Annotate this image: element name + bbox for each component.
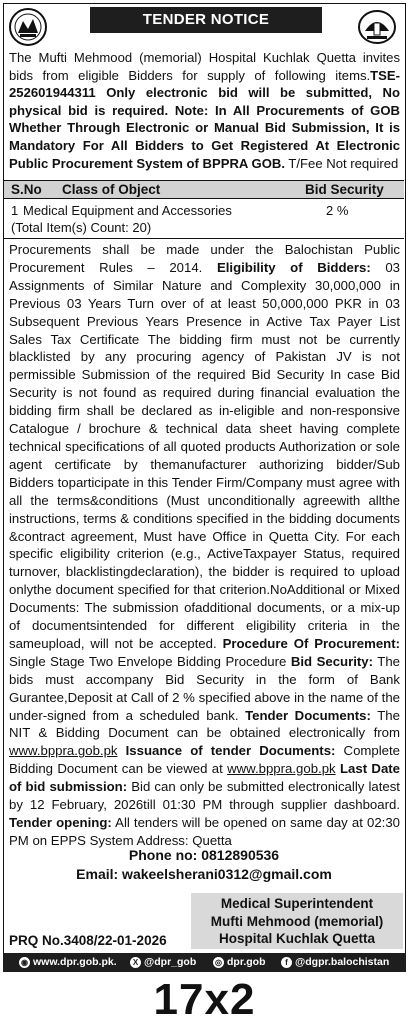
table-divider	[4, 238, 404, 239]
row-item: Medical Equipment and Accessories	[23, 203, 232, 218]
body-text: Single Stage Two Envelope Bidding Procedure	[9, 653, 291, 669]
body-text: The NIT & Bidding Document can be obtained electronically from	[9, 707, 400, 741]
footer-bar	[3, 953, 406, 972]
heading-issuance: Issuance of tender Documents:	[117, 743, 336, 759]
col-bid-security: Bid Security	[305, 182, 384, 197]
col-class: Class of Object	[62, 182, 161, 197]
balochistan-seal-icon	[8, 7, 48, 47]
notice-body	[9, 241, 400, 850]
body-text: 03 Assignments of Similar Nature and Complexity 30,000,000 in Previous 03 Years Turn over of at least 50,000,000 PKR in 03 Subsequent Previous Years Presence in Active Tax Payer List Sales Tax Certificate The bidding firm must not be currently blacklisted by any procuring agency of Pakistan JV is not permissible Submission of the required Bid Security In case Bid Security is not found as required during financial evaluation the bidding firm shall be declared as in-eligible and non-responsive Catalogue / brochure & technical data sheet having complete technical specifications of all quoted products Authorization or sole agent certificate by themanufacturer authorizing bidder/Sub Bidders toparticipate in this Tender Firm/Company must agree with all the terms&conditions (Must unconditionally agreewith allthe instructions, terms & conditions specified in the bidding documents &contract agreement, Must have Office in Quetta City. For each specific eligibility criterion (e.g., ActiveTaxpayer Status, required turnover, blacklistingdeclaration), the bidder is required to upload onlythe document specified for that criterion.NoAdditional or Mixed Documents: The submission ofadditional documents, or a mix-up of documentsintended for different eligibility criteria in the sameupload, will not be accepted.	[9, 259, 400, 651]
email-address: Email: wakeelsherani0312@gmail.com	[76, 866, 332, 882]
heading-procedure: Procedure Of Procurement:	[222, 635, 400, 651]
footer-facebook[interactable]	[281, 953, 389, 972]
signatory-org: Mufti Mehmood (memorial)	[210, 913, 384, 929]
footer-instagram-text: dpr.gob	[227, 956, 266, 968]
heading-eligibility: Eligibility of Bidders:	[216, 259, 371, 275]
intro-bold-text: TSE-252601944311 Only electronic bid will be submitted, No physical bid is required. Note: In All Procurements of GOB Whether Through Electronic or Manual Bid Submission, It is Mandatory For All Bidders to Get Registered At Electronic Public Procurement System of BPPRA GOB.	[9, 67, 400, 171]
bppra-link-2[interactable]: www.bppra.gob.pk	[227, 761, 336, 777]
footer-web[interactable]	[19, 953, 117, 972]
row-security: 2 %	[326, 203, 349, 218]
row-count: (Total Item(s) Count: 20)	[11, 220, 152, 235]
body-text: Complete Bidding Document can be viewed at	[9, 743, 400, 777]
body-text: Procurements shall be made under the Balochistan Public Procurement Rules – 2014.	[9, 242, 400, 275]
intro-text: The Mufti Mehmood (memorial) Hospital Kuchlak Quetta invites bids from eligible Bidders for supply of following items.	[9, 50, 400, 83]
heading-tender-opening: Tender opening:	[9, 815, 112, 830]
heading-bid-security: Bid Security:	[290, 653, 374, 669]
body-text: Bid can only be submitted electronically latest by 12 February, 2026till 01:30 PM through supplier dashboard.	[9, 779, 400, 813]
footer-twitter-text: @dpr_gob	[144, 956, 197, 968]
footer-facebook-text: @dgpr.balochistan	[295, 956, 390, 968]
x-icon: X	[130, 957, 141, 968]
bppra-link[interactable]: www.bppra.gob.pk	[9, 743, 118, 759]
signatory-location: Hospital Kuchlak Quetta	[218, 931, 376, 946]
ad-size-label: 17x2	[153, 975, 256, 1024]
prq-number: PRQ No.3408/22-01-2026	[9, 933, 167, 948]
hospital-logo-icon	[357, 7, 397, 47]
heading-last-date: Last Date of bid submission:	[9, 761, 401, 795]
intro-fee-text: T/Fee Not required	[285, 155, 399, 171]
footer-instagram[interactable]	[213, 953, 266, 972]
table-row	[4, 200, 404, 238]
page-title: TENDER NOTICE	[90, 7, 322, 33]
heading-tender-documents: Tender Documents:	[245, 707, 371, 723]
instagram-icon: ◎	[213, 957, 224, 968]
intro-paragraph	[9, 49, 400, 172]
globe-icon: ◉	[19, 957, 30, 968]
signature-block	[191, 893, 403, 949]
facebook-icon: f	[281, 957, 292, 968]
body-text: All tenders will be opened on same day at 02:30 PM on EPPS System Address: Quetta	[9, 815, 401, 848]
footer-twitter[interactable]	[130, 953, 196, 972]
body-text: The bids must accompany Bid Security in the form of Bank Gurantee,Deposit at Call of 2 % specified above in the name of the under-signed from a scheduled bank.	[9, 653, 400, 723]
footer-web-text: www.dpr.gob.pk.	[33, 956, 117, 968]
phone-number: Phone no: 0812890536	[128, 847, 280, 863]
signatory-title: Medical Superintendent	[220, 896, 374, 911]
items-table-header	[4, 180, 404, 199]
col-sno: S.No	[11, 182, 42, 197]
row-sno: 1	[11, 203, 19, 218]
